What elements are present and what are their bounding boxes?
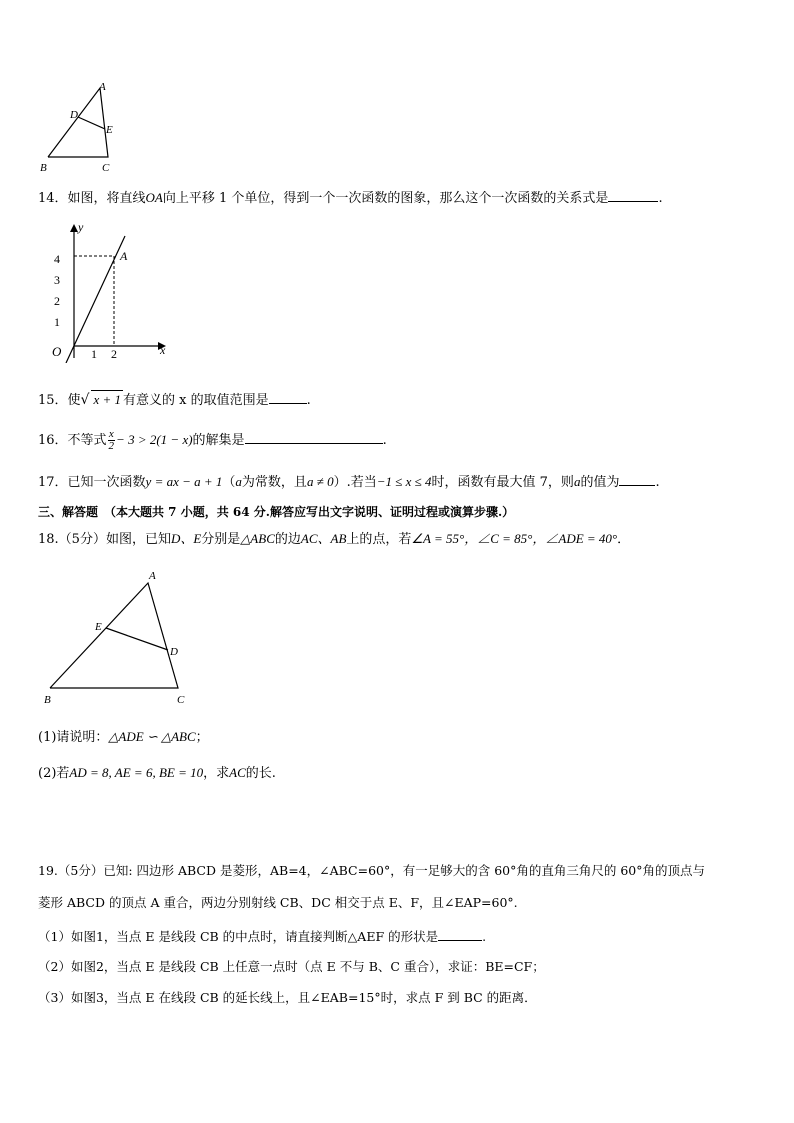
fig18-label-A: A — [149, 570, 156, 582]
q18-sub1-end: ； — [195, 730, 209, 745]
question-14 — [38, 188, 663, 208]
q17-suffix: 时，函数有最大值 7，则 — [431, 475, 574, 490]
label-C: C — [102, 162, 110, 174]
q17-a2: a — [573, 474, 581, 489]
y-tick-1: 1 — [54, 315, 60, 329]
q18-sub2-expr: AD = 8, AE = 6, BE = 10 — [69, 765, 204, 780]
q19-sub1 — [38, 927, 486, 946]
q19-line2: 菱形 ABCD 的顶点 A 重合，两边分别射线 CB、DC 相交于点 E、F，且∠EAP=60°. — [38, 895, 518, 910]
figure-q14-graph — [40, 218, 180, 363]
q17-cond-open: （ — [222, 475, 236, 490]
q19-sub1-text: （1）如图1，当点 E 是线段 CB 的中点时，请直接判断△AEF 的形状是 — [38, 929, 439, 944]
q17-end: . — [655, 475, 660, 490]
q19-sub1-end: . — [482, 929, 487, 944]
q17-answer-blank — [619, 472, 655, 486]
figure-q18-triangle — [38, 566, 198, 711]
q15-prefix: 15．使 — [38, 393, 81, 408]
q17-range: −1 ≤ x ≤ 4 — [376, 474, 432, 489]
x-tick-2: 2 — [111, 347, 117, 361]
q15-answer-blank — [269, 390, 307, 404]
question-18 — [38, 530, 630, 549]
q17-func: y = ax − a + 1 — [145, 474, 223, 489]
q18-sub2-mid: ，求 — [203, 766, 230, 781]
q18-sub1-prefix: (1)请说明： — [38, 730, 109, 745]
sqrt-sign: √ — [80, 392, 90, 408]
label-D: D — [70, 109, 78, 121]
q14-suffix: 向上平移 1 个单位，得到一个一次函数的图象，那么这个一次函数的关系式是 — [162, 191, 609, 206]
q15-end: . — [306, 393, 311, 408]
q16-frac-den: 2 — [108, 440, 115, 452]
q19-sub2: （2）如图2，当点 E 是线段 CB 上任意一点时（点 E 不与 B、C 重合），求证：BE=CF； — [38, 959, 545, 974]
q17-cond-end: ）.若当 — [333, 475, 377, 490]
q16-answer-blank — [245, 430, 383, 444]
q15-radicand: x + 1 — [93, 392, 122, 407]
point-A-label: A — [120, 249, 128, 263]
question-15 — [38, 390, 311, 410]
q14-answer-blank — [608, 188, 658, 202]
figure-q13-triangle — [36, 78, 126, 178]
x-tick-1: 1 — [91, 347, 97, 361]
q19-answer-blank — [438, 927, 482, 941]
q16-suffix: 的解集是 — [192, 433, 245, 448]
q19-sub3: （3）如图3，当点 E 在线段 CB 的延长线上，且∠EAB=15°时，求点 F 到 BC 的距离． — [38, 990, 537, 1005]
q16-prefix: 16．不等式 — [38, 433, 107, 448]
q18-sub2-end: 的长. — [245, 766, 276, 781]
q16-fraction — [108, 429, 116, 452]
y-tick-2: 2 — [54, 294, 60, 308]
label-E: E — [106, 124, 113, 136]
label-B: B — [40, 162, 47, 174]
q18-sub2-ac: AC — [229, 765, 246, 780]
q18-sub1-expr: △ADE ∽ △ABC — [108, 729, 196, 744]
y-axis-label: y — [78, 220, 84, 234]
fig18-label-E: E — [95, 621, 102, 633]
q17-cond-ineq: a ≠ 0 — [306, 474, 334, 489]
q18-sub2 — [38, 764, 276, 783]
q16-expr: − 3 > 2(1 − x) — [116, 432, 193, 447]
q18-end: ． — [617, 532, 631, 547]
fig18-label-C: C — [177, 694, 185, 706]
fig18-label-B: B — [44, 694, 51, 706]
q17-cond-mid: 为常数，且 — [241, 475, 307, 490]
q18-tri: △ABC — [240, 531, 275, 546]
q14-end: . — [658, 191, 663, 206]
x-axis-label: x — [160, 343, 166, 357]
q14-prefix: 14．如图，将直线 — [38, 191, 146, 206]
q17-cond-var: a — [235, 474, 242, 489]
q18-sub2-prefix: (2)若 — [38, 766, 70, 781]
y-tick-4: 4 — [54, 252, 60, 266]
question-16 — [38, 427, 387, 454]
q18-ac: AC、AB — [300, 531, 347, 546]
q18-de: D、E — [170, 531, 202, 546]
q18-sub1 — [38, 728, 209, 747]
q18-prefix: 18.（5分）如图，已知 — [38, 532, 171, 547]
section-3-heading: 三、解答题 （本大题共 7 小题，共 64 分.解答应写出文字说明、证明过程或演算步骤.） — [38, 505, 515, 519]
y-tick-3: 3 — [54, 273, 60, 287]
q18-angles: ∠A = 55°，∠C = 85°，∠ADE = 40° — [411, 531, 618, 546]
fig18-label-D: D — [170, 646, 178, 658]
origin-label: O — [52, 344, 62, 359]
q18-mid2: 的边 — [274, 532, 301, 547]
q17-prefix: 17．已知一次函数 — [38, 475, 146, 490]
q17-suffix2: 的值为 — [580, 475, 620, 490]
q18-mid: 分别是 — [201, 532, 241, 547]
q19-line1: 19.（5分）已知: 四边形 ABCD 是菱形，AB=4，∠ABC=60°，有一足够大的含 60°角的直角三角尺的 60°角的顶点与 — [38, 863, 706, 878]
q16-end: . — [382, 433, 387, 448]
q18-mid3: 上的点，若 — [346, 532, 412, 547]
label-A: A — [99, 81, 106, 93]
q16-frac-num: x — [108, 428, 114, 440]
q14-oa: OA — [145, 190, 163, 205]
question-17 — [38, 472, 660, 492]
q15-suffix: 有意义的 x 的取值范围是 — [123, 393, 269, 408]
